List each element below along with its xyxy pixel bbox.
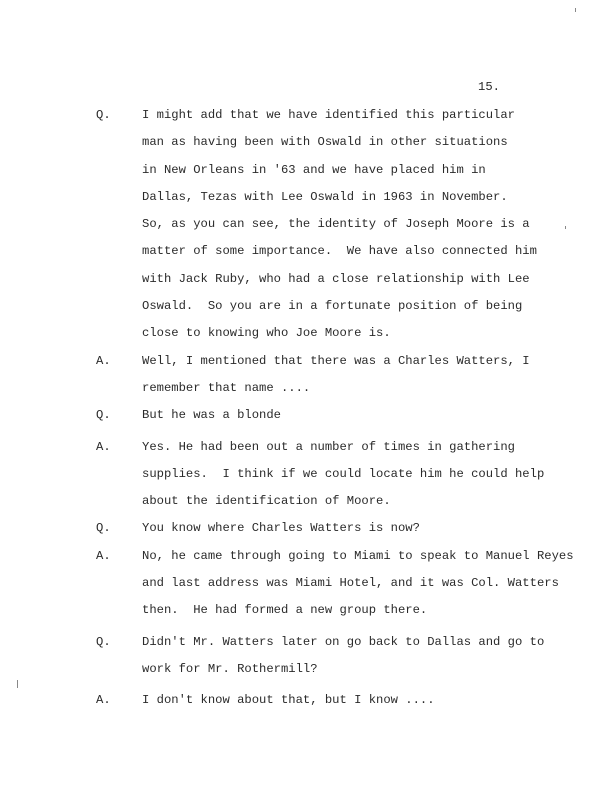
scan-mark bbox=[17, 680, 18, 688]
speaker-label: A. bbox=[96, 353, 111, 368]
answer-entry bbox=[96, 348, 596, 403]
text-line: and last address was Miami Hotel, and it was Col. Watters bbox=[142, 576, 559, 591]
entry-text bbox=[142, 629, 596, 684]
page-number: 15. bbox=[478, 80, 500, 94]
speaker-label: A. bbox=[96, 693, 111, 708]
text-line: matter of some importance. We have also connected him bbox=[142, 244, 537, 259]
text-line: You know where Charles Watters is now? bbox=[142, 521, 420, 536]
entry-text bbox=[142, 543, 596, 625]
speaker-label: Q. bbox=[96, 108, 111, 122]
entry-text bbox=[142, 348, 596, 403]
speaker-label: A. bbox=[96, 548, 111, 563]
question-entry bbox=[96, 629, 596, 684]
text-line: in New Orleans in '63 and we have placed him in bbox=[142, 162, 486, 177]
entry-text bbox=[142, 402, 596, 429]
text-line: then. He had formed a new group there. bbox=[142, 603, 428, 618]
text-line: Didn't Mr. Watters later on go back to Dallas and go to bbox=[142, 634, 545, 649]
text-line: Well, I mentioned that there was a Charles Watters, I bbox=[142, 353, 530, 368]
text-line: about the identification of Moore. bbox=[142, 494, 391, 509]
answer-entry bbox=[96, 543, 596, 625]
speaker-label: Q. bbox=[96, 521, 111, 536]
text-line: No, he came through going to Miami to speak to Manuel Reyes bbox=[142, 548, 574, 563]
answer-entry bbox=[96, 687, 596, 714]
text-line: supplies. I think if we could locate him he could help bbox=[142, 466, 545, 481]
speaker-label: Q. bbox=[96, 408, 111, 423]
question-entry bbox=[96, 515, 596, 542]
transcript bbox=[96, 102, 596, 715]
text-line: Dallas, Tezas with Lee Oswald in 1963 in November. bbox=[142, 189, 508, 204]
text-line: man as having been with Oswald in other situations bbox=[142, 135, 508, 150]
entry-text bbox=[142, 102, 596, 348]
text-line: I might add that we have identified this particular bbox=[142, 108, 515, 122]
text-line: with Jack Ruby, who had a close relationship with Lee bbox=[142, 271, 530, 286]
question-entry bbox=[96, 402, 596, 429]
answer-entry bbox=[96, 434, 596, 516]
text-line: remember that name .... bbox=[142, 380, 311, 395]
text-line: So, as you can see, the identity of Joseph Moore is a bbox=[142, 217, 530, 232]
entry-text bbox=[142, 687, 596, 714]
text-line: But he was a blonde bbox=[142, 408, 281, 423]
scan-mark bbox=[575, 8, 576, 12]
entry-text bbox=[142, 515, 596, 542]
text-line: Oswald. So you are in a fortunate position of being bbox=[142, 299, 523, 314]
entry-text bbox=[142, 434, 596, 516]
question-entry bbox=[96, 102, 596, 348]
text-line: I don't know about that, but I know .... bbox=[142, 693, 435, 708]
speaker-label: Q. bbox=[96, 634, 111, 649]
speaker-label: A. bbox=[96, 439, 111, 454]
text-line: work for Mr. Rothermill? bbox=[142, 661, 318, 676]
text-line: close to knowing who Joe Moore is. bbox=[142, 326, 391, 341]
text-line: Yes. He had been out a number of times in gathering bbox=[142, 439, 515, 454]
